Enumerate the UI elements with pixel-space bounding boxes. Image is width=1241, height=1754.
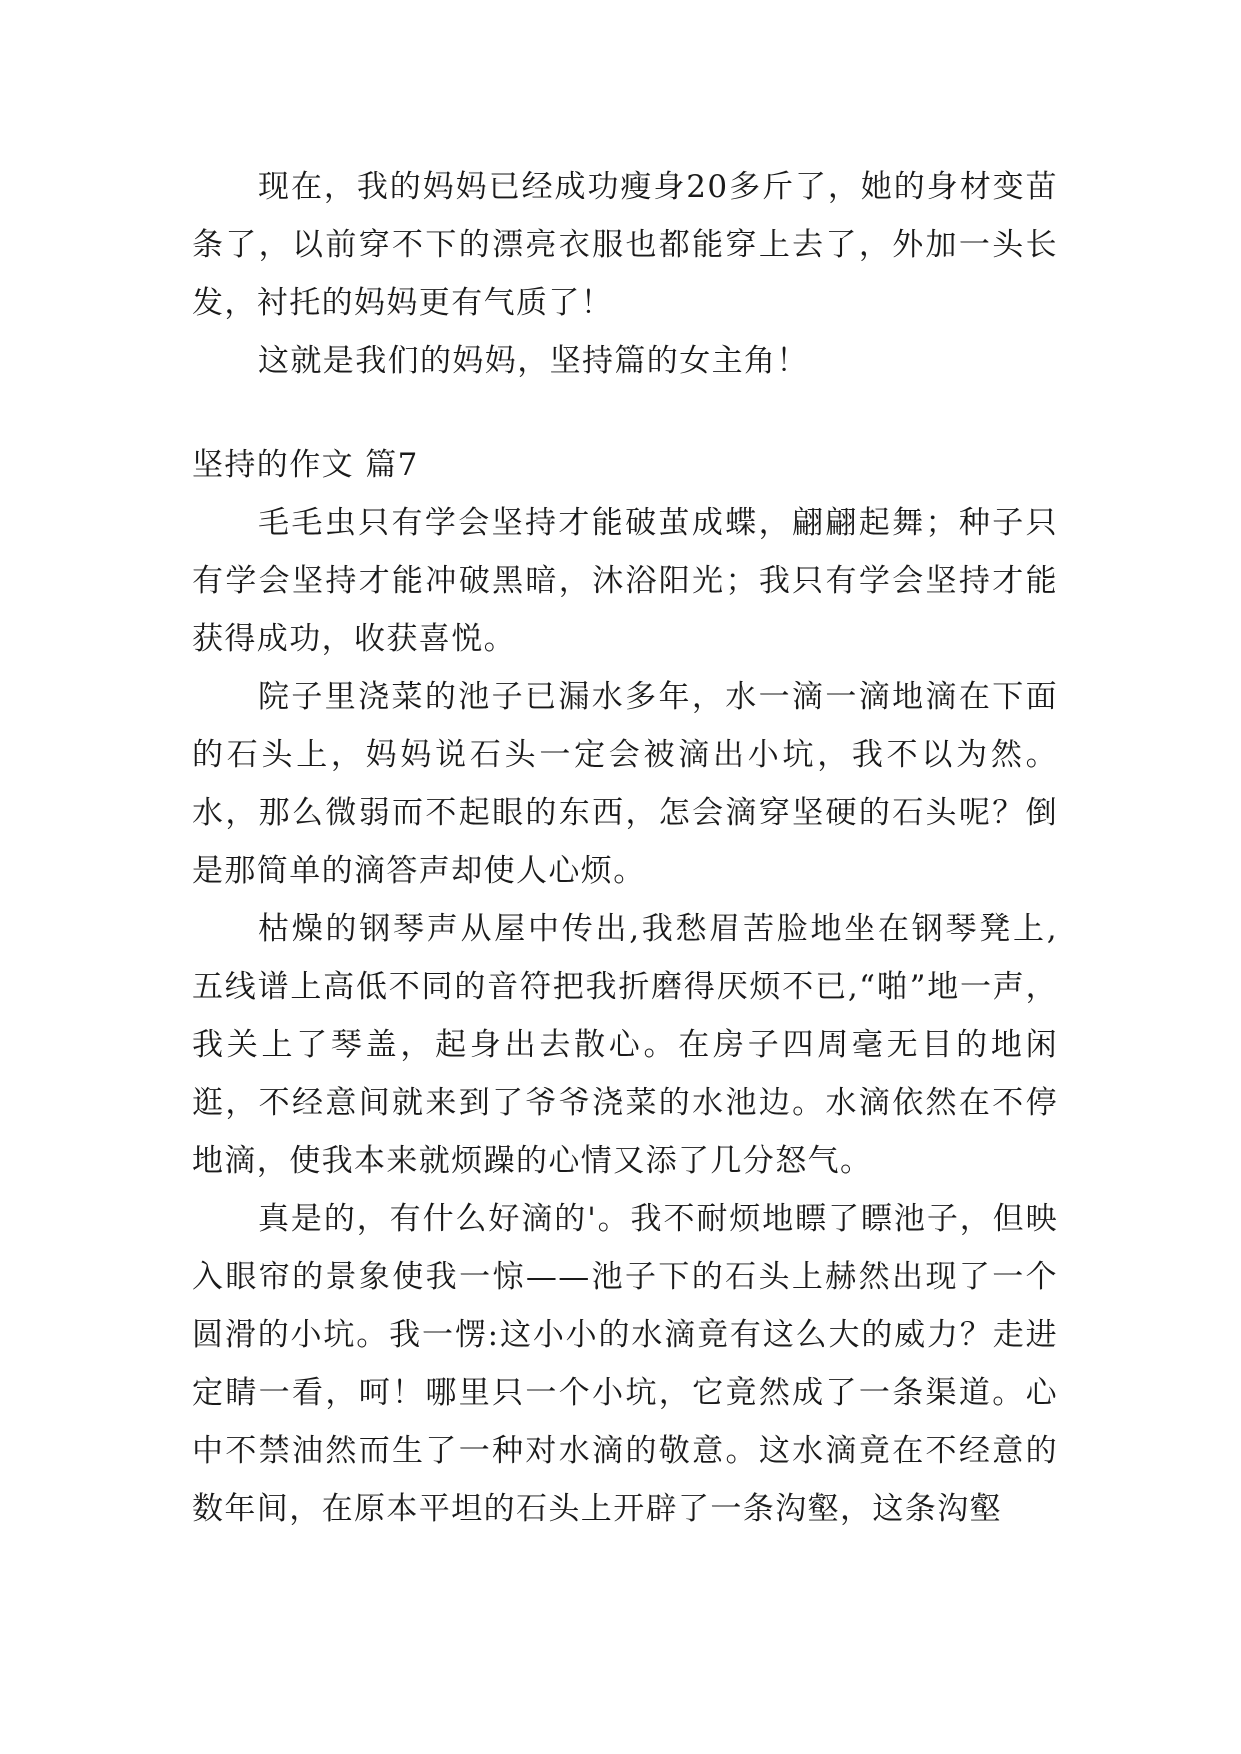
paragraph-heroine: 这就是我们的妈妈，坚持篇的女主角！ bbox=[258, 343, 809, 379]
paragraph-persistence-intro: 毛毛虫只有学会坚持才能破茧成蝶，翩翩起舞；种子只有学会坚持才能冲破黑暗，沐浴阳光；我只有学会坚持才能获得成功，收获喜悦。 bbox=[192, 505, 1058, 657]
paragraph-stone-groove: 真是的，有什么好滴的'。我不耐烦地瞟了瞟池子，但映入眼帘的景象使我一惊——池子下的石头上赫然出现了一个圆滑的小坑。我一愣:这小小的水滴竟有这么大的威力？走进定睛一看，呵！哪里只一个小坑，它竟然成了一条渠道。心中不禁油然而生了一种对水滴的敬意。这水滴竟在不经意的数年间，在原本平坦的石头上开辟了一条沟壑，这条沟壑 bbox=[192, 1201, 1058, 1527]
paragraph-piano: 枯燥的钢琴声从屋中传出,我愁眉苦脸地坐在钢琴凳上,五线谱上高低不同的音符把我折磨得厌烦不已,“啪”地一声，我关上了琴盖，起身出去散心。在房子四周毫无目的地闲逛，不经意间就来到了爷爷浇菜的水池边。水滴依然在不停地滴，使我本来就烦躁的心情又添了几分怒气。 bbox=[192, 911, 1058, 1179]
section-heading: 坚持的作文 篇7 bbox=[192, 447, 419, 483]
paragraph-weight-loss: 现在，我的妈妈已经成功瘦身20多斤了，她的身材变苗条了，以前穿不下的漂亮衣服也都能穿上去了，外加一头长发，衬托的妈妈更有气质了！ bbox=[192, 169, 1058, 321]
paragraph-dripping-water: 院子里浇菜的池子已漏水多年，水一滴一滴地滴在下面的石头上，妈妈说石头一定会被滴出小坑，我不以为然。水，那么微弱而不起眼的东西，怎会滴穿坚硬的石头呢？倒是那简单的滴答声却使人心烦。 bbox=[192, 679, 1058, 889]
document-body bbox=[192, 158, 1058, 1538]
